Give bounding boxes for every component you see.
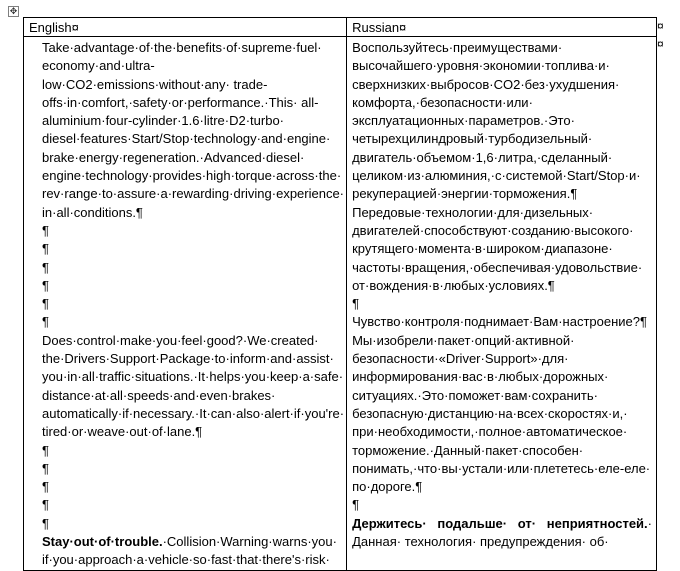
empty-paragraph-mark: ¶: [42, 314, 49, 330]
header-english: English¤: [24, 18, 347, 37]
table-move-handle-icon[interactable]: ✥: [9, 6, 18, 16]
russian-paragraph-4: Мы·изобрели·пакет·опций·активной· безопасности·«Driver·Support»·для· информирования·вас·в·любых·дорожных· ситуациях.·Это·поможет·вам·сохранить· безопасную·дистанцию·на·всех·скоростях·и,· при·необходимости,·полное·автоматическое· торможение.·Данный·пакет·способен· понимать,·что·вы·устали·или·плететесь·еле-еле· по·дороге.¶: [352, 332, 651, 495]
english-cell[interactable]: [24, 37, 347, 571]
english-paragraph-1: [29, 39, 345, 222]
russian-paragraph-2: Передовые·технологии·для·дизельных· двигателей·способствуют·созданию·высокого· крутящего·момента·в·широком·диапазоне· частоты·вращения,·обеспечивая·удовольствие· от·вождения·в·любых·условиях.¶: [352, 204, 643, 293]
english-paragraph-3-text: ·Collision·Warning·warns·you· if·you·approach·a·vehicle·so·fast·that·there's·risk·: [42, 534, 337, 568]
empty-paragraph-mark: ¶: [42, 497, 49, 513]
header-russian: Russian¤: [347, 18, 657, 37]
empty-paragraph-mark: ¶: [42, 296, 49, 312]
russian-paragraph-1: Воспользуйтесь·преимуществами· высочайшего·уровня·экономии·топлива·и· сверхнизких·выбросов·CO2·без·ухудшения· комфорта,·безопасности·или· эксплуатационных·параметров.·Это· четырехцилиндровый·турбодизельный· двигатель·объемом·1,6·литра,·сделанный· целиком·из·алюминия,·с·системой·Start/Stop·и· рекуперацией·энергии·торможения.¶: [352, 40, 641, 202]
english-paragraph-1-text: Take·advantage·of·the·benefits·of·supreme·fuel· economy·and·ultra-low·CO2·emissions·without·any· trade-offs·in·comfort,·safety·or·performance.·This· all-aluminium·four-cylinder·1.6·litre·D2·turbo· diesel·features·Start/Stop·technology·and·engine· brake·energy·regeneration.·Advanced·diesel· engine·technology·provides·high·torque·across·the· rev·range·to·assure·a·rewarding·driving·experience· in·all·conditions.¶: [42, 40, 345, 220]
translation-table: [23, 17, 657, 571]
empty-paragraph-mark: ¶: [42, 479, 49, 495]
russian-paragraph-5-text: · Данная· технология· предупреждения· об·: [352, 515, 652, 550]
row-end-mark: ¤: [657, 19, 664, 33]
row-end-mark: ¤: [657, 37, 664, 51]
empty-paragraph-mark: ¶: [42, 277, 49, 293]
empty-paragraph-mark: ¶: [42, 222, 49, 238]
english-paragraph-2: [29, 332, 345, 442]
empty-paragraph-mark: ¶: [42, 515, 49, 531]
empty-paragraph-mark: ¶: [42, 460, 49, 476]
english-paragraph-2-text: Does·control·make·you·feel·good?·We·created· the·Drivers·Support·Package·to·inform·and·assist· you·in·all·traffic·situations.·It·helps·you·keep·a·safe· distance·at·all·speeds·and·even·brakes· automatically·if·necessary.·It·can·also·alert·if·you're· tired·or·weave·out·of·lane.¶: [42, 332, 345, 440]
empty-paragraph-mark: ¶: [42, 241, 49, 257]
english-paragraph-3-bold: Stay·out·of·trouble.: [42, 534, 163, 550]
russian-paragraph-3: Чувство·контроля·поднимает·Вам·настроение?¶: [352, 314, 647, 330]
table-header-row: [24, 18, 657, 37]
table-row: [24, 37, 657, 571]
russian-paragraph-5: [352, 515, 652, 552]
empty-paragraph-mark: ¶: [352, 296, 360, 312]
empty-paragraph-mark: ¶: [42, 442, 49, 458]
empty-paragraph-mark: ¶: [352, 497, 360, 513]
empty-paragraph-mark: ¶: [42, 259, 49, 275]
english-paragraph-3: [29, 533, 342, 570]
russian-cell[interactable]: [347, 37, 657, 571]
russian-paragraph-5-bold: Держитесь· подальше· от· неприятностей.: [352, 515, 648, 531]
